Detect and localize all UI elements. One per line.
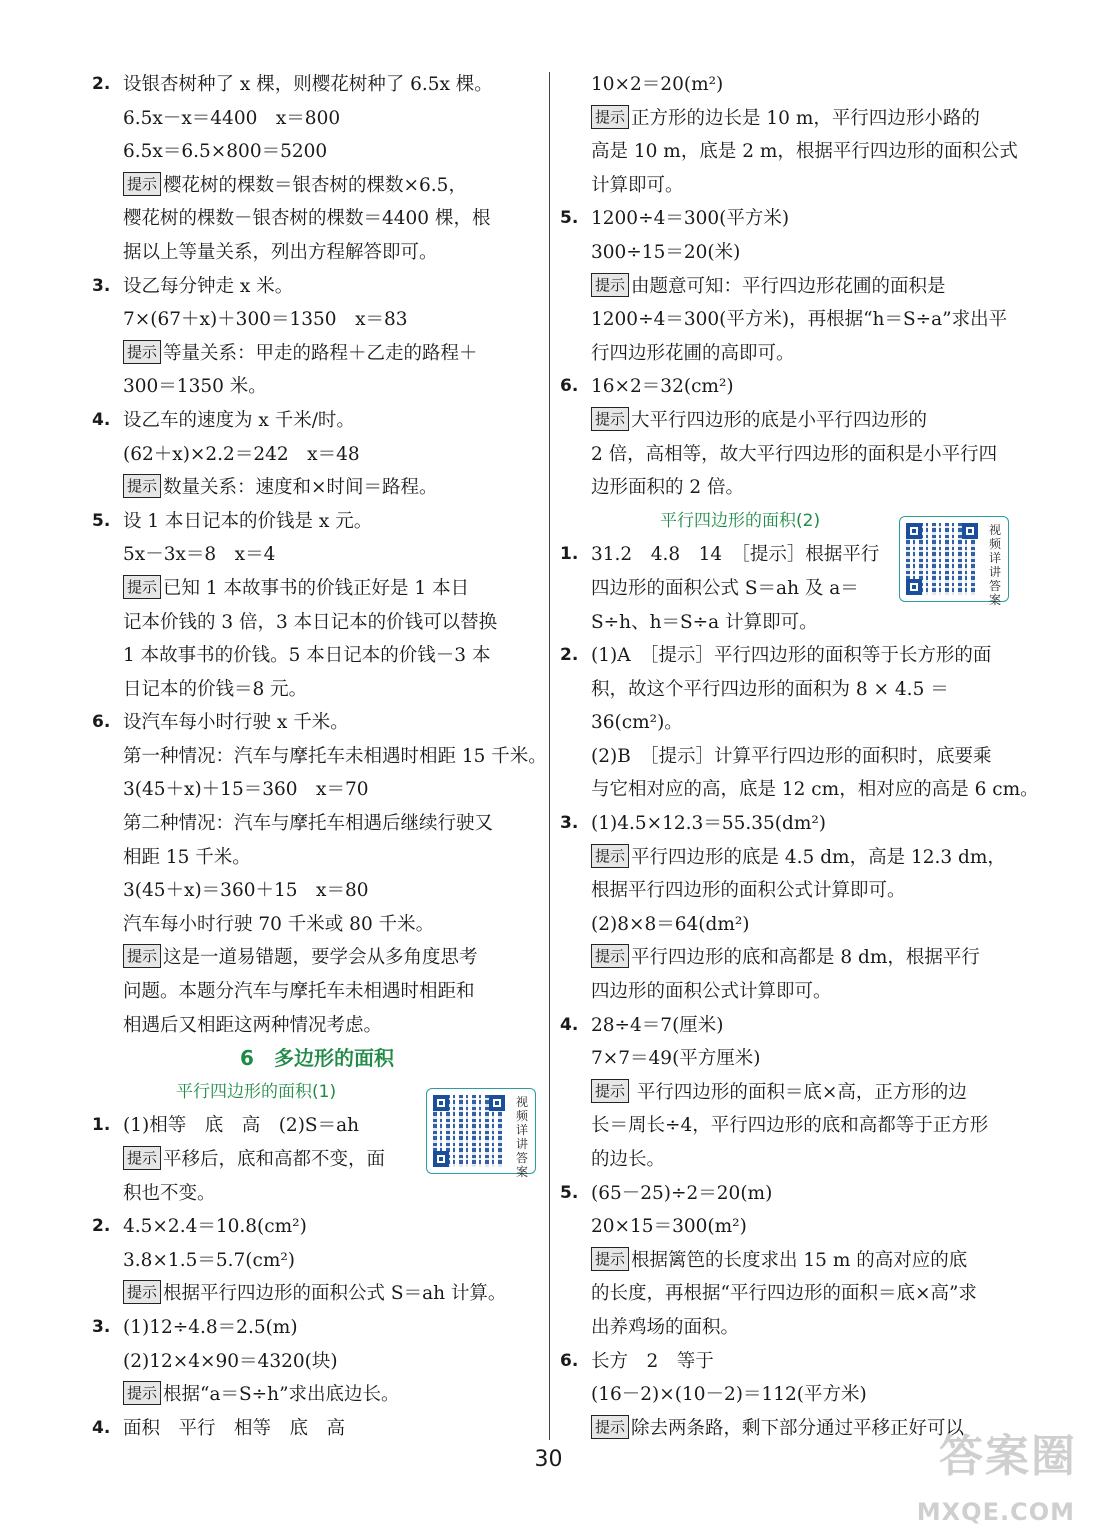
hint-tag: 提示 [591,407,629,431]
line-text: 设 1 本日记本的价钱是 x 元。 [123,510,373,532]
section-title: 平行四边形的面积(1) [176,1081,337,1102]
line-text: 31.2 4.8 14 ［提示］根据平行 [591,544,880,566]
hint-tag: 提示 [123,1146,161,1170]
line-text: 4.5×2.4＝10.8(cm²) [123,1216,307,1238]
column-divider [549,72,550,1440]
line-text: 长方 2 等于 [591,1350,714,1372]
answer-item [92,706,542,740]
answer-line [560,1109,1020,1143]
section-title: 平行四边形的面积(2) [660,510,821,531]
left-column [92,68,547,1445]
line-text: (2)B ［提示］计算平行四边形的面积时，底要乘 [591,745,992,767]
answer-item [92,68,542,102]
line-text: (65－25)÷2＝20(m) [591,1182,773,1204]
line-text: 出养鸡场的面积。 [591,1316,740,1338]
item-number: 3. [92,1316,111,1337]
item-number: 2. [560,645,579,666]
line-text: 等量关系：甲走的路程＋乙走的路程＋ [163,342,478,364]
qr-finder [906,523,922,539]
answer-line [560,941,1020,975]
answer-item [560,1177,1020,1211]
line-text: 3(45＋x)＝360＋15 x＝80 [123,880,369,902]
line-text: 汽车每小时行驶 70 千米或 80 千米。 [123,913,435,935]
answer-line [92,471,542,505]
line-text: 积，故这个平行四边形的面积为 8 × 4.5 ＝ [591,678,949,700]
line-text: 2 倍，高相等，故大平行四边形的面积是小平行四 [591,443,998,465]
line-text: (2)8×8＝64(dm²) [591,913,750,935]
line-text: 行四边形花圃的高即可。 [591,342,795,364]
answer-line [92,303,542,337]
line-text: 6.5x＝6.5×800＝5200 [123,141,328,163]
answer-line [560,673,1020,707]
hint-tag: 提示 [591,1415,629,1439]
answer-line [560,874,1020,908]
answer-item [560,1345,1020,1379]
line-text: 7×7＝49(平方厘米) [591,1048,761,1070]
line-text: 的长度，再根据“平行四边形的面积＝底×高”求 [591,1283,977,1305]
line-text: 根据“a＝S÷h”求出底边长。 [163,1384,400,1406]
line-text: 相距 15 千米。 [123,846,251,868]
answer-line [560,1210,1020,1244]
line-text: 300＝1350 米。 [123,376,267,398]
line-text: 除去两条路，剩下部分通过平移正好可以 [631,1417,965,1439]
chapter-title: 6 多边形的面积 [240,1046,394,1071]
item-number: 6. [560,376,579,397]
line-text: 20×15＝300(m²) [591,1216,747,1238]
line-text: 设汽车每小时行驶 x 千米。 [123,712,349,734]
answer-line [560,102,1020,136]
hint-tag: 提示 [591,273,629,297]
qr-finder [489,1095,505,1111]
line-text: 设银杏树种了 x 棵，则樱花树种了 6.5x 棵。 [123,74,493,95]
answer-line [92,370,542,404]
hint-tag: 提示 [591,944,629,968]
line-text: (2)12×4×90＝4320(块) [123,1350,338,1372]
answer-line [92,438,542,472]
qr-finder [906,579,922,595]
line-text: 樱花树的棵数－银杏树的棵数＝4400 棵，根 [123,208,491,230]
item-number: 5. [560,208,579,229]
hint-tag: 提示 [591,844,629,868]
answer-line [560,236,1020,270]
answer-line [560,303,1020,337]
line-text: 相遇后又相距这两种情况考虑。 [123,1014,383,1036]
answer-line [92,1277,542,1311]
line-text: 16×2＝32(cm²) [591,376,734,398]
line-text: 1200÷4＝300(平方米)，再根据“h＝S÷a”求出平 [591,309,1008,331]
line-text: 与它相对应的高，底是 12 cm，相对应的高是 6 cm。 [591,779,1039,801]
line-text: (16－2)×(10－2)＝112(平方米) [591,1384,867,1406]
answer-item [92,404,542,438]
line-text: 3(45＋x)＋15＝360 x＝70 [123,779,369,801]
line-text: 高是 10 m，底是 2 m，根据平行四边形的面积公式 [591,141,1018,163]
line-text: 这是一道易错题，要学会从多角度思考 [163,947,478,969]
answer-line [92,1177,542,1211]
answer-line [92,606,542,640]
item-number: 1. [560,544,579,565]
hint-tag: 提示 [123,1381,161,1405]
line-text: 第一种情况：汽车与摩托车未相遇时相距 15 千米。 [123,745,547,767]
answer-line [92,1009,542,1043]
item-number: 5. [92,510,111,531]
line-text: 的边长。 [591,1149,666,1170]
line-text: 设乙每分钟走 x 米。 [123,275,294,297]
answer-line [560,1143,1020,1177]
answer-line [560,404,1020,438]
line-text: 问题。本题分汽车与摩托车未相遇时相距和 [123,981,475,1003]
hint-tag: 提示 [123,340,161,364]
line-text: 300÷15＝20(米) [591,241,741,263]
answer-item [92,1210,542,1244]
line-text: (1)4.5×12.3＝55.35(dm²) [591,813,827,835]
line-text: 四边形的面积公式计算即可。 [591,981,832,1003]
item-number: 4. [560,1014,579,1035]
item-number: 2. [92,74,111,94]
item-number: 2. [92,1216,111,1237]
line-text: 1200÷4＝300(平方米) [591,208,790,230]
answer-line [92,337,542,371]
line-text: 数量关系：速度和×时间＝路程。 [163,477,438,499]
line-text: 根据平行四边形的面积公式计算即可。 [591,880,906,902]
answer-line [92,1378,542,1412]
qr-label: 视频详讲答案 [515,1095,528,1179]
answer-item [92,1412,542,1446]
answer-line [92,807,542,841]
answer-line [92,1345,542,1379]
line-text: 记本价钱的 3 倍，3 本日记本的价钱可以替换 [123,611,498,633]
answer-line [92,673,542,707]
answer-line [560,1042,1020,1076]
line-text: (62＋x)×2.2＝242 x＝48 [123,443,360,465]
line-text: 日记本的价钱＝8 元。 [123,678,308,700]
hint-tag: 提示 [123,575,161,599]
line-text: 四边形的面积公式 S＝ah 及 a＝ [591,577,859,599]
watermark-logo [916,1420,1083,1530]
line-text: (1)A ［提示］平行四边形的面积等于长方形的面 [591,645,992,667]
answer-line [92,874,542,908]
item-number: 3. [92,275,111,296]
line-text: 平行四边形的面积＝底×高，正方形的边 [631,1081,967,1103]
answer-line [92,572,542,606]
watermark-text: 答案圈 [939,1431,1077,1482]
line-text: 1 本故事书的价钱。5 本日记本的价钱－3 本 [123,645,491,667]
answer-line [560,270,1020,304]
answer-item [560,370,1020,404]
line-text: 第二种情况：汽车与摩托车相遇后继续行驶又 [123,813,494,835]
answer-line [92,941,542,975]
line-text: 根据篱笆的长度求出 15 m 的高对应的底 [631,1249,968,1271]
answer-line [92,538,542,572]
watermark-url: MXQE.COM [916,1498,1075,1526]
answer-line [560,1277,1020,1311]
answer-line [92,740,547,774]
line-text: 5x－3x＝8 x＝4 [123,544,276,566]
line-text: 10×2＝20(m²) [591,74,724,95]
answer-line [560,975,1020,1009]
hint-tag: 提示 [123,172,161,196]
answer-line [92,841,542,875]
hint-tag: 提示 [591,1079,629,1103]
line-text: 据以上等量关系，列出方程解答即可。 [123,241,438,263]
qr-label: 视频详讲答案 [988,523,1001,607]
line-text: 平移后，底和高都不变，面 [163,1149,386,1170]
right-column [560,68,1039,1445]
answer-line [560,706,1020,740]
qr-finder [962,523,978,539]
line-text: 计算即可。 [591,174,684,196]
item-number: 4. [92,1417,111,1438]
hint-tag: 提示 [591,1247,629,1271]
line-text: 根据平行四边形的面积公式 S＝ah 计算。 [163,1283,507,1305]
line-text: 3.8×1.5＝5.7(cm²) [123,1249,296,1271]
answer-line [560,773,1039,807]
answer-line [92,169,542,203]
line-text: 平行四边形的底和高都是 8 dm，根据平行 [631,947,980,969]
answer-line [92,1244,542,1278]
answer-line [92,202,542,236]
line-text: 樱花树的棵数＝银杏树的棵数×6.5， [163,174,467,196]
line-text: 已知 1 本故事书的价钱正好是 1 本日 [163,577,470,599]
qr-code-image[interactable] [426,1088,536,1179]
line-text: S÷h、h＝S÷a 计算即可。 [591,611,818,633]
answer-item [92,505,542,539]
answer-line [560,337,1020,371]
item-number: 5. [560,1182,579,1203]
answer-item [92,270,542,304]
answer-line [92,908,542,942]
line-text: 由题意可知：平行四边形花圃的面积是 [631,275,946,297]
page-number: 30 [534,1447,563,1472]
hint-tag: 提示 [123,474,161,498]
line-text: 大平行四边形的底是小平行四边形的 [631,409,928,431]
answer-item [560,807,1020,841]
answer-line [92,135,542,169]
line-text: 7×(67＋x)＋300＝1350 x＝83 [123,309,408,331]
answer-line [560,68,1020,102]
answer-line [560,1244,1020,1278]
answer-line [92,102,542,136]
answer-line [560,438,1020,472]
answer-line [560,135,1020,169]
answer-line [92,236,542,270]
line-text: (1)12÷4.8＝2.5(m) [123,1316,298,1338]
answer-line [560,740,1020,774]
answer-line [560,471,1020,505]
line-text: 平行四边形的底是 4.5 dm，高是 12.3 dm， [631,846,1006,868]
line-text: 36(cm²)。 [591,712,683,734]
answer-line [560,908,1020,942]
line-text: 正方形的边长是 10 m，平行四边形小路的 [631,107,980,129]
line-text: 边形面积的 2 倍。 [591,477,745,499]
answer-item [560,202,1020,236]
qr-code-image[interactable] [899,516,1009,607]
answer-line [92,975,542,1009]
item-number: 1. [92,1115,111,1136]
line-text: 面积 平行 相等 底 高 [123,1417,346,1439]
qr-finder [433,1095,449,1111]
answer-item [92,1311,542,1345]
answer-line [92,773,542,807]
hint-tag: 提示 [123,944,161,968]
answer-item [560,1009,1020,1043]
qr-finder [433,1151,449,1167]
item-number: 3. [560,813,579,834]
answer-line [92,639,542,673]
item-number: 4. [92,409,111,430]
line-text: 积也不变。 [123,1182,216,1204]
line-text: (1)相等 底 高 (2)S＝ah [123,1115,360,1137]
answer-item [560,639,1020,673]
answer-line [560,1076,1020,1110]
answer-line [560,169,1020,203]
answer-line [560,1378,1020,1412]
line-text: 设乙车的速度为 x 千米/时。 [123,409,355,431]
item-number: 6. [92,712,111,733]
answer-line [560,606,1020,640]
answer-line [560,1311,1020,1345]
line-text: 长＝周长÷4，平行四边形的底和高都等于正方形 [591,1115,989,1137]
line-text: 28÷4＝7(厘米) [591,1014,724,1036]
line-text: 6.5x－x＝4400 x＝800 [123,107,341,129]
hint-tag: 提示 [591,105,629,129]
hint-tag: 提示 [123,1280,161,1304]
item-number: 6. [560,1350,579,1371]
answer-line [560,841,1020,875]
